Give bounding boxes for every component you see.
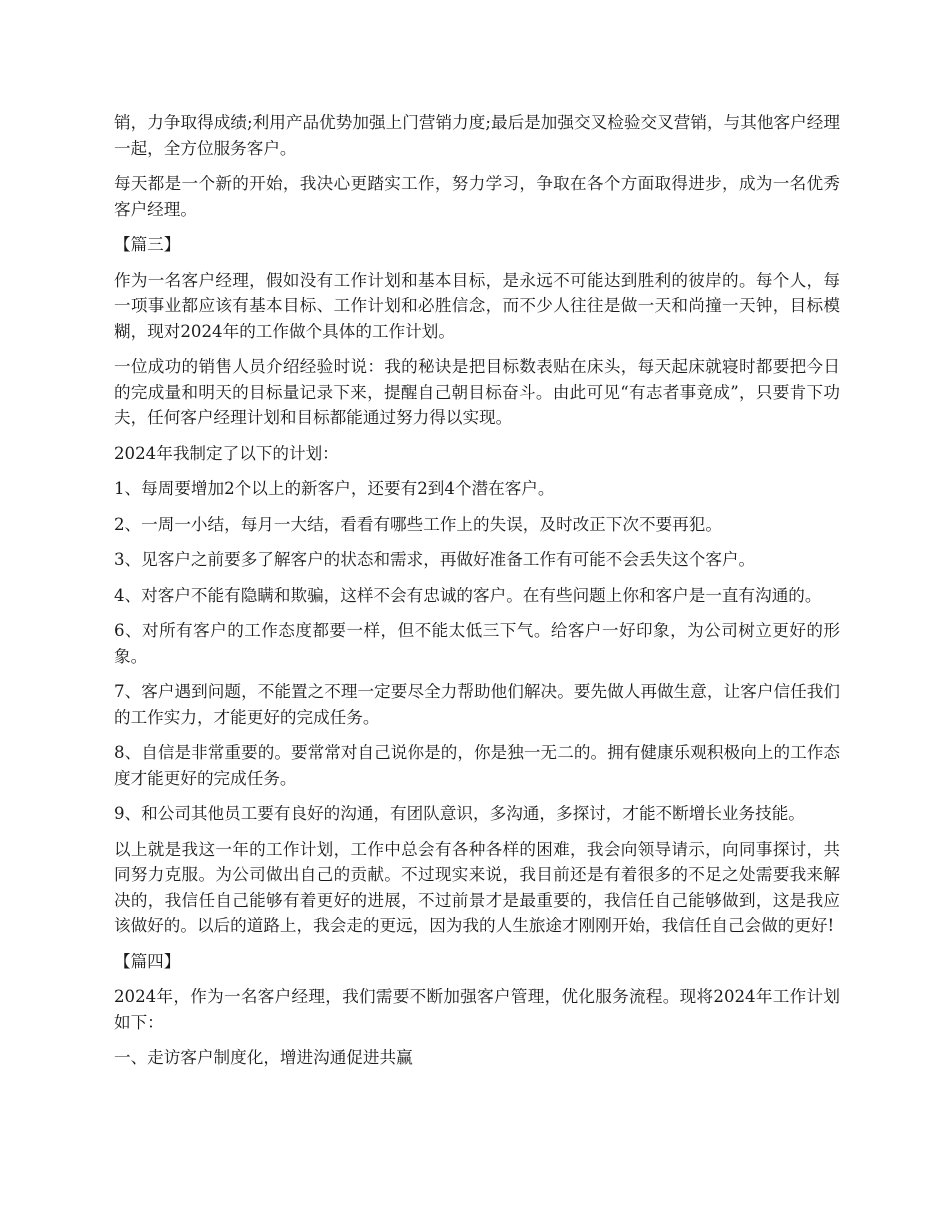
section-heading-part-three: 【篇三】 [114,235,181,254]
list-item-2: 2、一周一小结，每月一大结，看看有哪些工作上的失误，及时改正下次不要再犯。 [114,514,722,534]
paragraph-sales-continuation: 销，力争取得成绩;利用产品优势加强上门营销力度;最后是加强交叉检验交叉营销，与其他客户经理一起，全方位服务客户。 [114,113,840,158]
list-item-1: 1、每周要增加2个以上的新客户，还要有2到4个潜在客户。 [114,479,555,498]
document-page [114,110,840,1081]
list-item-7: 7、客户遇到问题，不能置之不理一定要尽全力帮助他们解决。要先做人再做生意，让客户信任我们的工作实力，才能更好的完成任务。 [114,682,840,727]
paragraph-plan-intro: 2024年我制定了以下的计划： [114,443,339,463]
section-heading-part-four: 【篇四】 [114,951,181,971]
paragraph-2024-plan-intro: 2024年，作为一名客户经理，我们需要不断加强客户管理，优化服务流程。现将2024年工作计划如下： [114,987,840,1032]
paragraph-intro-goals: 作为一名客户经理，假如没有工作计划和基本目标，是永远不可能达到胜利的彼岸的。每个人，每一项事业都应该有基本目标、工作计划和必胜信念，而不少人往往是做一天和尚撞一天钟，目标模糊，现对2024年的工作做个具体的工作计划。 [114,270,840,341]
subheading-visit-customers: 一、走访客户制度化，增进沟通促进共赢 [114,1048,413,1067]
list-item-9: 9、和公司其他员工要有良好的沟通，有团队意识，多沟通，多探讨，才能不断增长业务技能。 [114,804,805,823]
paragraph-summary: 以上就是我这一年的工作计划，工作中总会有各种各样的困难，我会向领导请示，向同事探讨，共同努力克服。为公司做出自己的贡献。不过现实来说，我目前还是有着很多的不足之处需要我来解决的，我信任自己能够有着更好的进展，不过前景才是最重要的，我信任自己能够做到，这是我应该做好的。以后的道路上，我会走的更远，因为我的人生旅途才刚刚开始，我信任自己会做的更好! [114,839,840,935]
list-item-4: 4、对客户不能有隐瞒和欺骗，这样不会有忠诚的客户。在有些问题上你和客户是一直有沟通的。 [114,585,822,605]
list-item-3: 3、见客户之前要多了解客户的状态和需求，再做好准备工作有可能不会丢失这个客户。 [114,550,756,569]
list-item-6: 6、对所有客户的工作态度都要一样，但不能太低三下气。给客户一好印象，为公司树立更好的形象。 [114,621,840,666]
paragraph-success-story: 一位成功的销售人员介绍经验时说：我的秘诀是把目标数表贴在床头，每天起床就寝时都要把今日的完成量和明天的目标量记录下来，提醒自己朝目标奋斗。由此可见“有志者事竟成”，只要肯下功夫，任何客户经理计划和目标都能通过努力得以实现。 [114,357,840,427]
paragraph-new-start: 每天都是一个新的开始，我决心更踏实工作，努力学习，争取在各个方面取得进步，成为一名优秀客户经理。 [114,174,840,219]
list-item-8: 8、自信是非常重要的。要常常对自己说你是的，你是独一无二的。拥有健康乐观积极向上的工作态度才能更好的完成任务。 [114,743,840,788]
